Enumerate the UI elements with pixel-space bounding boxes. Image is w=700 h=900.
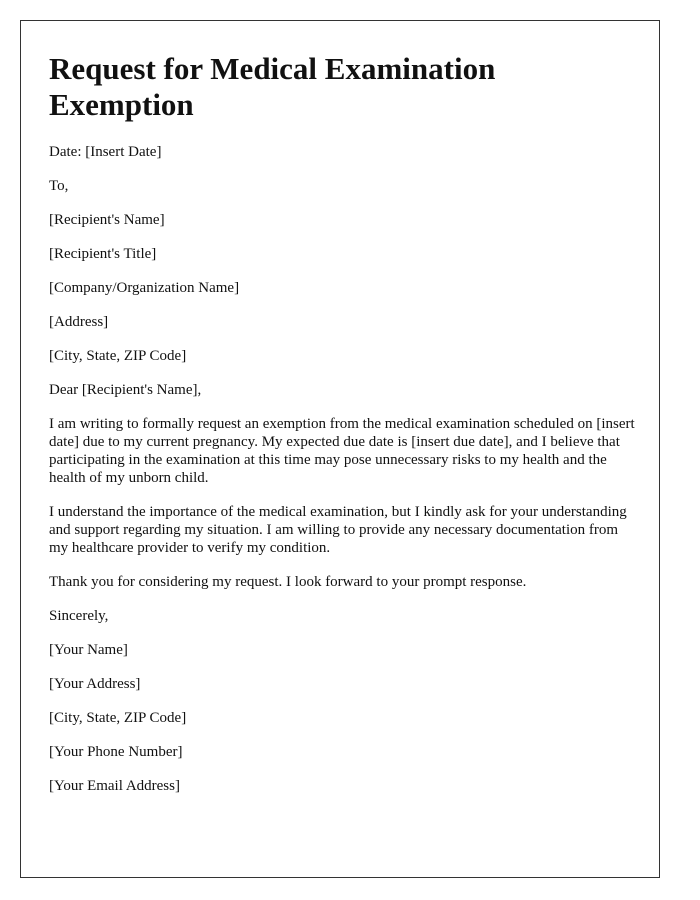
sender-name: [Your Name]: [49, 642, 128, 658]
date-line: Date: [Insert Date]: [49, 144, 162, 160]
recipient-city-state-zip: [City, State, ZIP Code]: [49, 348, 187, 364]
closing: Sincerely,: [49, 608, 109, 624]
salutation: Dear [Recipient's Name],: [49, 382, 202, 398]
recipient-organization: [Company/Organization Name]: [49, 280, 240, 296]
sender-email: [Your Email Address]: [49, 778, 180, 794]
body-paragraph-3: Thank you for considering my request. I look forward to your prompt response.: [49, 574, 527, 590]
to-line: To,: [49, 178, 69, 194]
sender-city-state-zip: [City, State, ZIP Code]: [49, 710, 187, 726]
sender-address: [Your Address]: [49, 676, 141, 692]
letter-title: Request for Medical Examination Exemption: [49, 51, 496, 122]
recipient-address: [Address]: [49, 314, 109, 330]
letter-page: [20, 20, 660, 878]
sender-phone: [Your Phone Number]: [49, 744, 183, 760]
body-paragraph-2: I understand the importance of the medical examination, but I kindly ask for your understanding and support regarding my situation. I am willing to provide any necessary documentation from my healthcare provider to verify my condition.: [49, 504, 627, 556]
letter-content: [49, 51, 639, 811]
recipient-name: [Recipient's Name]: [49, 212, 165, 228]
recipient-title: [Recipient's Title]: [49, 246, 157, 262]
body-paragraph-1: I am writing to formally request an exemption from the medical examination scheduled on [insert date] due to my current pregnancy. My expected due date is [insert due date], and I believe that participating in the examination at this time may pose unnecessary risks to my health and the health of my unborn child.: [49, 416, 635, 486]
